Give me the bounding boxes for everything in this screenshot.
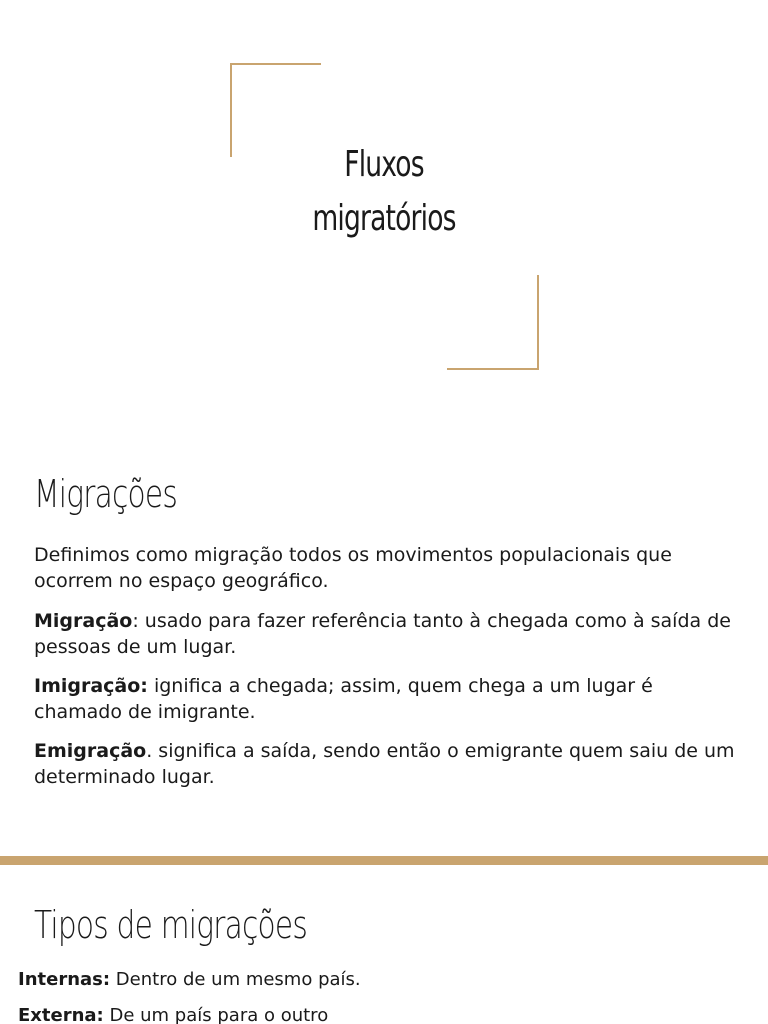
definition-text: . significa a saída, sendo então o emigrante quem saiu de um determinado lugar.	[34, 740, 735, 788]
cover-title-line2: migratórios	[312, 198, 456, 239]
list-item	[18, 968, 758, 992]
definition-migracao	[34, 608, 744, 660]
item-term: Internas:	[18, 969, 111, 990]
tipos-heading: Tipos de migrações	[34, 903, 308, 947]
cover-title	[261, 138, 507, 246]
item-term: Externa:	[18, 1005, 104, 1024]
definition-term: Migração	[34, 610, 133, 632]
corner-bracket-bottom-right	[447, 275, 539, 370]
item-text: De um país para o outro	[103, 1005, 329, 1024]
slide-divider	[0, 856, 768, 865]
list-item	[18, 1004, 758, 1024]
definition-imigracao	[34, 673, 744, 725]
definition-emigracao	[34, 738, 744, 790]
definition-term: Imigração:	[34, 675, 148, 697]
migracoes-slide	[0, 430, 768, 856]
tipos-slide	[0, 865, 768, 1024]
cover-slide	[0, 0, 768, 430]
migracoes-intro: Definimos como migração todos os movimentos populacionais que ocorrem no espaço geográfico.	[34, 544, 672, 592]
definition-term: Emigração	[34, 740, 147, 762]
migracoes-heading: Migrações	[34, 472, 178, 516]
cover-title-line1: Fluxos	[344, 144, 424, 185]
definition-text: ignifica a chegada; assim, quem chega a um lugar é chamado de imigrante.	[34, 675, 653, 723]
item-text: Dentro de um mesmo país.	[110, 969, 361, 990]
definition-text: : usado para fazer referência tanto à chegada como à saída de pessoas de um lugar.	[34, 610, 731, 658]
